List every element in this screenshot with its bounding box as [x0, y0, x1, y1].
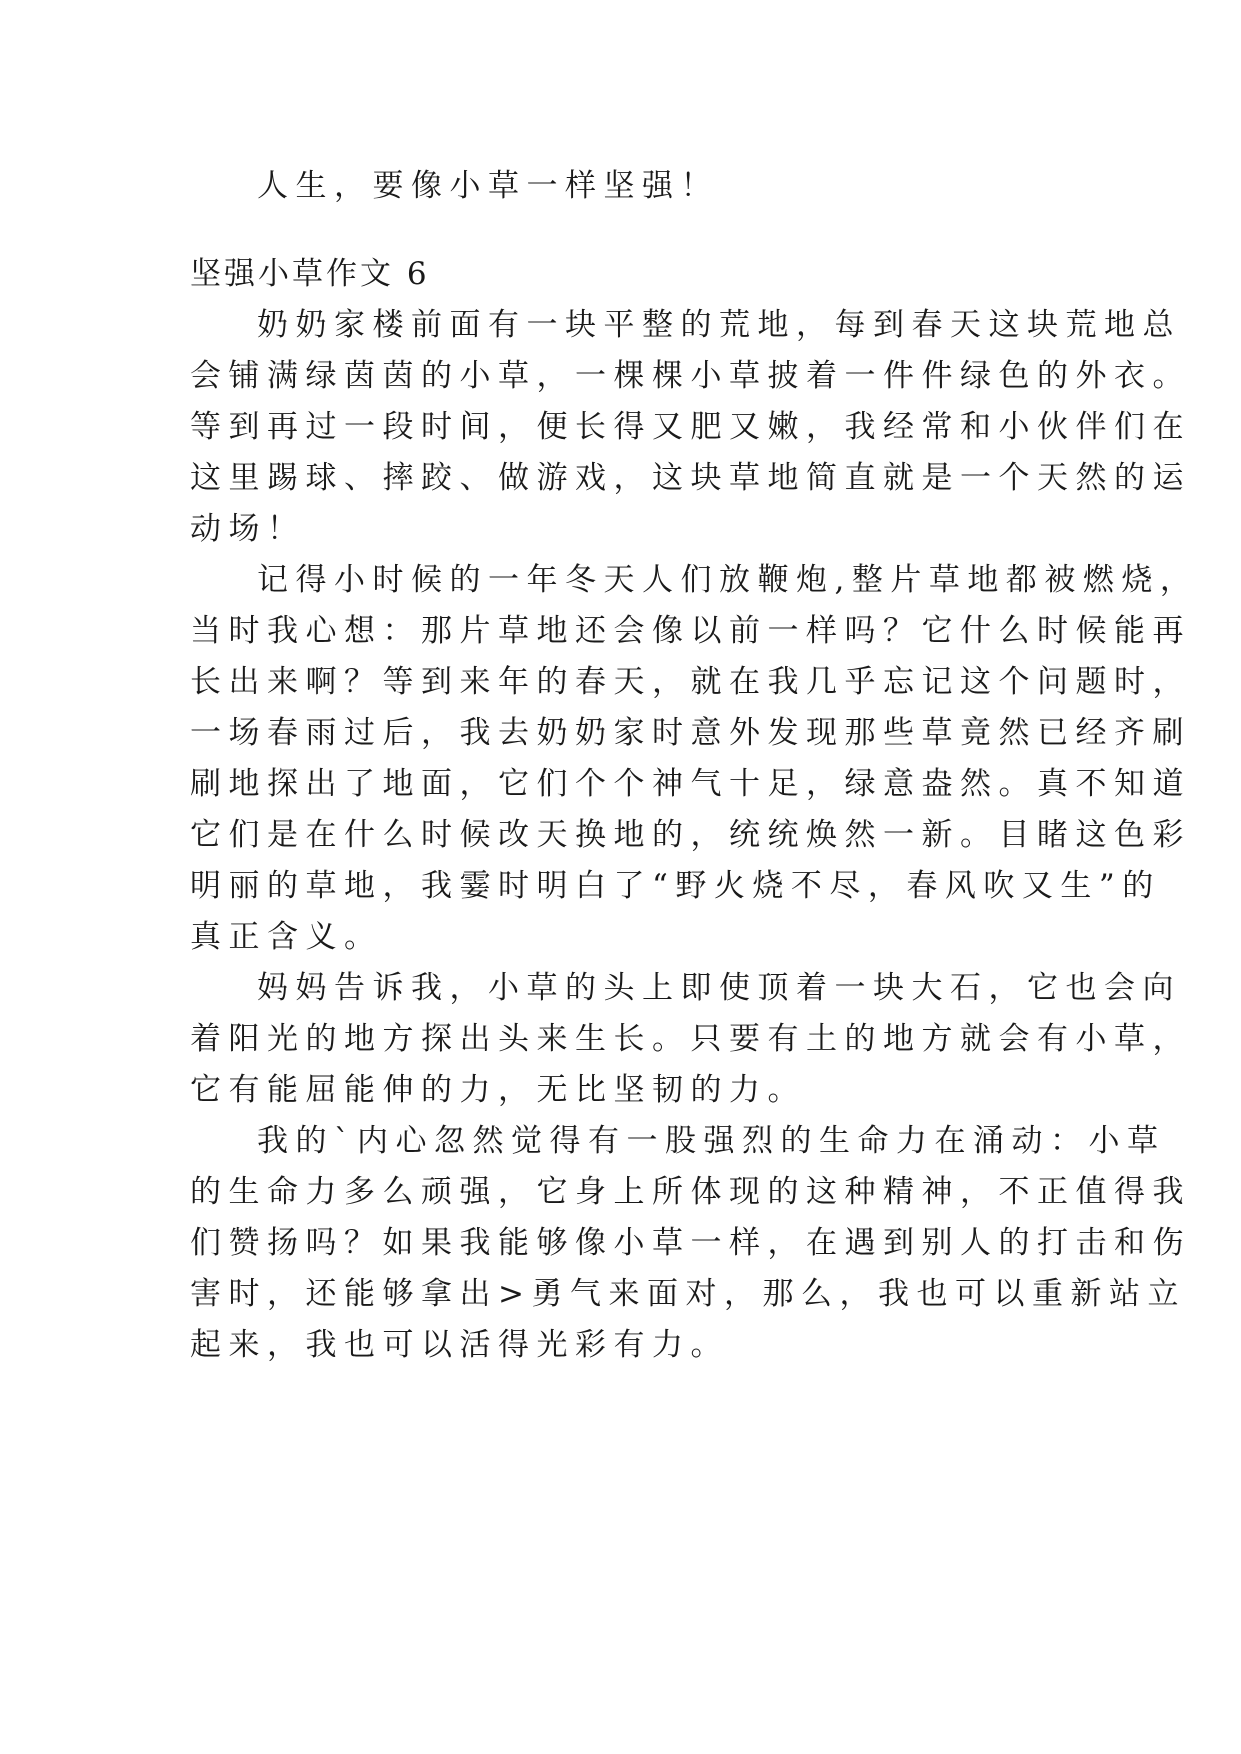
- text-line: 一场春雨过后，我去奶奶家时意外发现那些草竟然已经齐刷: [190, 715, 1191, 751]
- text-line: 妈妈告诉我，小草的头上即使顶着一块大石，它也会向: [257, 970, 1181, 1006]
- text-line: 当时我心想：那片草地还会像以前一样吗？它什么时候能再: [190, 613, 1191, 649]
- text-line: 刷地探出了地面，它们个个神气十足，绿意盎然。真不知道: [190, 766, 1191, 802]
- text-line: 记得小时候的一年冬天人们放鞭炮,整片草地都被燃烧，: [257, 562, 1199, 598]
- text-line: 明丽的草地，我霎时明白了“野火烧不尽，春风吹又生”的: [190, 868, 1161, 904]
- text-line: 等到再过一段时间，便长得又肥又嫩，我经常和小伙伴们在: [190, 409, 1191, 445]
- text-line: 的生命力多么顽强，它身上所体现的这种精神，不正值得我: [190, 1174, 1191, 1210]
- text-line: 它有能屈能伸的力，无比坚韧的力。: [190, 1072, 806, 1108]
- text-line: 着阳光的地方探出头来生长。只要有土的地方就会有小草，: [190, 1021, 1191, 1057]
- closing-line: 人生，要像小草一样坚强！: [257, 168, 719, 204]
- text-line: 这里踢球、摔跤、做游戏，这块草地简直就是一个天然的运: [190, 460, 1191, 496]
- text-line: 们赞扬吗？如果我能够像小草一样，在遇到别人的打击和伤: [190, 1225, 1191, 1261]
- text-line: 起来，我也可以活得光彩有力。: [190, 1327, 729, 1363]
- text-line: 会铺满绿茵茵的小草，一棵棵小草披着一件件绿色的外衣。: [190, 358, 1191, 394]
- text-line: 真正含义。: [190, 919, 383, 955]
- essay-heading: 坚强小草作文 6: [190, 256, 430, 292]
- text-line: 它们是在什么时候改天换地的，统统焕然一新。目睹这色彩: [190, 817, 1191, 853]
- text-line: 奶奶家楼前面有一块平整的荒地，每到春天这块荒地总: [257, 307, 1181, 343]
- text-line: 害时，还能够拿出>勇气来面对，那么，我也可以重新站立: [190, 1276, 1186, 1312]
- text-line: 我的`内心忽然觉得有一股强烈的生命力在涌动：小草: [257, 1123, 1166, 1159]
- text-line: 动场！: [190, 511, 306, 547]
- text-line: 长出来啊？等到来年的春天，就在我几乎忘记这个问题时，: [190, 664, 1191, 700]
